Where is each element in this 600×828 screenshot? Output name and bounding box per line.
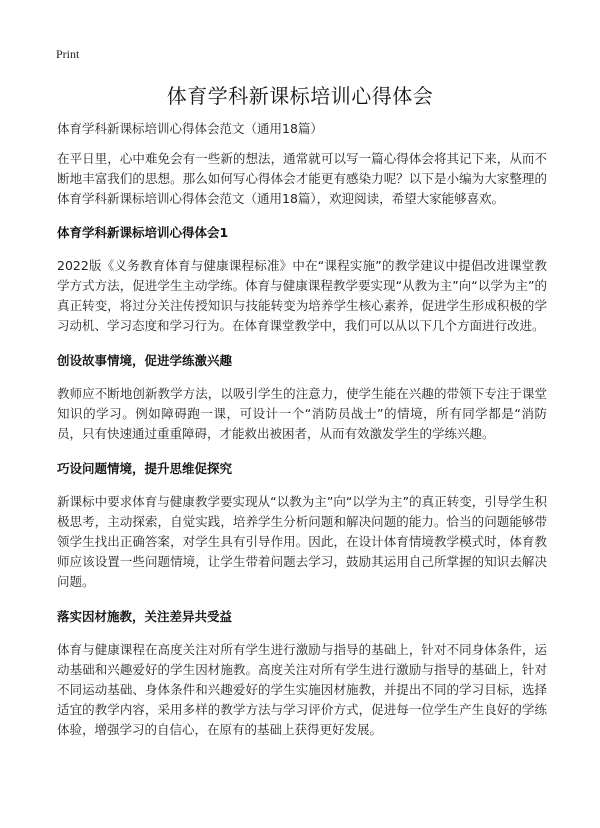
section-heading-3: 巧设问题情境，提升思维促探究 [57,461,233,476]
section-body-3: 新课标中要求体育与健康教学要实现从“以教为主”向“以学为主”的真正转变，引导学生积极思考，主动探索，自觉实践，培养学生分析问题和解决问题的能力。恰当的问题能够带领学生找出正确答案，对学生具有引导作用。因此，在设计体育情境教学模式时，体育教师应该设置一些问题情境，让学生带着问题去学习，鼓励其运用自己所掌握的知识去解决问题。 [57,494,547,589]
section-body-1: 2022版《义务教育体育与健康课程标准》中在“课程实施”的教学建议中提倡改进课堂教学方式方法，促进学生主动学练。体育与健康课程教学要实现“从教为主”向“以学为主”的真正转变，将过分关注传授知识与技能转变为培养学生核心素养，促进学生形成积极的学习动机、学习态度和学习行为。在体育课堂教学中，我们可以从以下几个方面进行改进。 [57,258,547,333]
section-body-2: 教师应不断地创新教学方法，以吸引学生的注意力，使学生能在兴趣的带领下专注于课堂知识的学习。例如障碍跑一课，可设计一个“消防员战士”的情境，所有同学都是“消防员，只有快速通过重重障碍，才能救出被困者，从而有效激发学生的学练兴趣。 [57,386,547,441]
section-body-4: 体育与健康课程在高度关注对所有学生进行激励与指导的基础上，针对不同身体条件，运动基础和兴趣爱好的学生因材施教。高度关注对所有学生进行激励与指导的基础上，针对不同运动基础、身体条件和兴趣爱好的学生实施因材施教，并提出不同的学习目标，选择适宜的教学内容，采用多样的教学方法与学习评价方式，促进每一位学生产生良好的学练体验，增强学习的自信心，在原有的基础上获得更好发展。 [57,642,547,737]
print-link[interactable]: Print [56,47,80,61]
section-heading-2: 创设故事情境，促进学练激兴趣 [57,353,233,368]
article-content [57,119,547,755]
page-title: 体育学科新课标培训心得体会 [166,84,434,108]
intro-paragraph: 在平日里，心中难免会有一些新的想法，通常就可以写一篇心得体会将其记下来，从而不断地丰富我们的思想。那么如何写心得体会才能更有感染力呢？以下是小编为大家整理的体育学科新课标培训心得体会范文（通用18篇），欢迎阅读，希望大家能够喜欢。 [57,151,547,206]
article-subtitle: 体育学科新课标培训心得体会范文（通用18篇） [57,121,323,136]
section-heading-1: 体育学科新课标培训心得体会1 [57,225,229,240]
section-heading-4: 落实因材施教，关注差异共受益 [57,609,233,624]
